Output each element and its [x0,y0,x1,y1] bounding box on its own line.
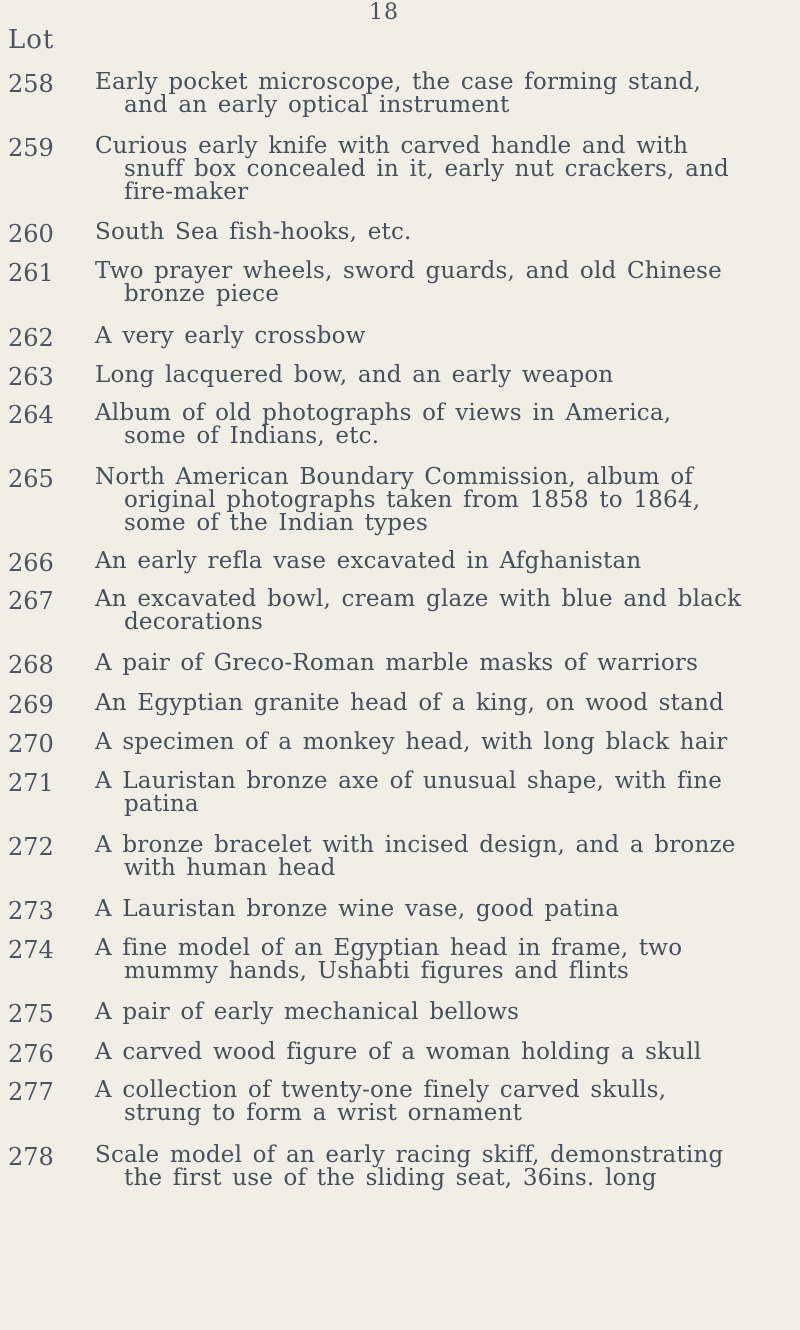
lot-description-line: A carved wood figure of a woman holding a skull [95,1039,702,1065]
lot-description [95,325,790,348]
lot-description [95,402,790,448]
lot-description-line: patina [124,791,199,817]
lot-description-line: North American Boundary Commission, album of [95,464,694,490]
lot-description [95,466,790,535]
lot-number: 265 [8,465,54,493]
lot-description-line: Long lacquered bow, and an early weapon [95,362,614,388]
lot-description-line: decorations [124,609,264,635]
lot-number: 259 [8,134,54,162]
lot-description [95,1144,790,1190]
lot-description-line: bronze piece [124,281,280,307]
lot-description-line: An excavated bowl, cream glaze with blue and black [95,586,742,612]
lot-description [95,550,790,573]
lot-description [95,692,790,715]
lot-number: 258 [8,70,54,98]
lot-description-line: A collection of twenty-one finely carved skulls, [95,1077,667,1103]
lot-number: 272 [8,833,54,861]
lot-description-line: mummy hands, Ushabti figures and flints [124,958,629,984]
lot-description-line: An Egyptian granite head of a king, on wood stand [95,690,724,716]
lot-description-line: Album of old photographs of views in America, [95,400,672,426]
lot-number: 269 [8,691,54,719]
lot-description-line: A Lauristan bronze axe of unusual shape, with fine [95,768,723,794]
lot-description [95,770,790,816]
lot-number: 268 [8,651,54,679]
lot-description-line: snuff box concealed in it, early nut crackers, and [124,156,729,182]
lot-number: 260 [8,220,54,248]
lot-description [95,937,790,983]
page-number: 18 [369,0,399,25]
lot-number: 276 [8,1040,54,1068]
lot-description [95,652,790,675]
lot-description-line: Two prayer wheels, sword guards, and old Chinese [95,258,722,284]
lot-number: 262 [8,324,54,352]
lot-description-line: A pair of Greco-Roman marble masks of warriors [95,650,699,676]
lot-description-line: An early refla vase excavated in Afghanistan [95,548,642,574]
lot-description [95,588,790,634]
lot-description-line: strung to form a wrist ornament [124,1100,523,1126]
lot-column-heading: Lot [8,25,55,55]
lot-number: 277 [8,1078,54,1106]
lot-description [95,260,790,306]
lot-description [95,1001,790,1024]
lot-description [95,731,790,754]
lot-description-line: A Lauristan bronze wine vase, good patina [95,896,620,922]
lot-description [95,834,790,880]
lot-number: 261 [8,259,54,287]
lot-description-line: and an early optical instrument [124,92,510,118]
lot-description-line: A specimen of a monkey head, with long black hair [95,729,728,755]
lot-number: 263 [8,363,54,391]
lot-description [95,71,790,117]
lot-description [95,135,790,204]
lot-description-line: South Sea fish-hooks, etc. [95,219,412,245]
lot-description-line: fire-maker [124,179,249,205]
lot-number: 266 [8,549,54,577]
lot-number: 274 [8,936,54,964]
lot-description-line: the first use of the sliding seat, 36ins. long [124,1165,657,1191]
lot-description-line: some of the Indian types [124,510,429,536]
lot-description-line: Curious early knife with carved handle and with [95,133,689,159]
lot-description-line: A fine model of an Egyptian head in frame, two [95,935,683,961]
lot-number: 267 [8,587,54,615]
lot-description [95,898,790,921]
lot-description-line: Early pocket microscope, the case forming stand, [95,69,701,95]
lot-description [95,364,790,387]
lot-description-line: some of Indians, etc. [124,423,380,449]
lot-description [95,221,790,244]
lot-number: 270 [8,730,54,758]
lot-description-line: original photographs taken from 1858 to 1864, [124,487,701,513]
lot-description-line: A very early crossbow [95,323,366,349]
lot-description-line: A pair of early mechanical bellows [95,999,520,1025]
lot-description-line: Scale model of an early racing skiff, demonstrating [95,1142,724,1168]
lot-number: 273 [8,897,54,925]
lot-number: 275 [8,1000,54,1028]
lot-description-line: A bronze bracelet with incised design, and a bronze [95,832,736,858]
lot-number: 271 [8,769,54,797]
lot-description [95,1041,790,1064]
lot-description [95,1079,790,1125]
lot-number: 264 [8,401,54,429]
lot-description-line: with human head [124,855,336,881]
lot-number: 278 [8,1143,54,1171]
